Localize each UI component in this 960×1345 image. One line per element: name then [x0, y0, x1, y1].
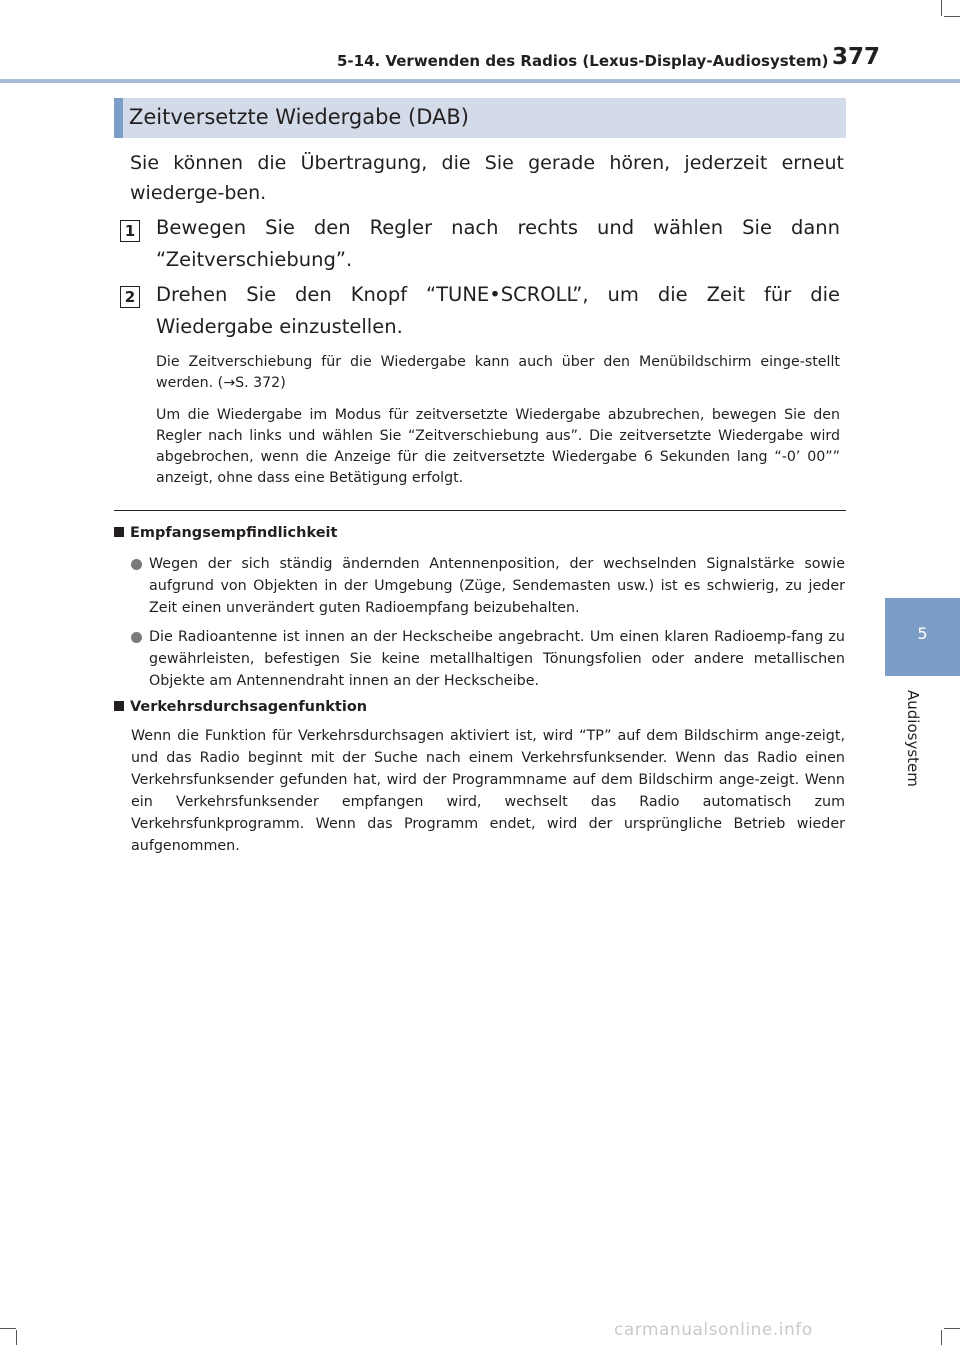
- running-header-title: 5-14. Verwenden des Radios (Lexus-Display-Audiosystem): [337, 52, 829, 70]
- chapter-tab: [885, 598, 960, 676]
- crop-mark: [944, 16, 960, 17]
- page-number: 377: [832, 44, 881, 70]
- bullet-text: Wegen der sich ständig ändernden Antennenposition, der wechselnden Signalstärke sowie aufgrund von Objekten in der Umgebung (Züge, Sendemasten usw.) ist es schwierig, zu jeder Zeit einen unverändert guten Radioempfang beizubehalten.: [149, 556, 845, 616]
- bullet-item: [131, 626, 845, 692]
- crop-mark: [941, 0, 942, 16]
- subheading-text: Verkehrsdurchsagenfunktion: [130, 699, 368, 715]
- subheading: [114, 525, 337, 541]
- step-number-badge: 2: [120, 286, 140, 308]
- circle-bullet-icon: [131, 632, 142, 643]
- chapter-number: 5: [917, 624, 928, 643]
- crop-mark: [16, 1330, 17, 1345]
- section-title: Zeitversetzte Wiedergabe (DAB): [129, 105, 469, 129]
- square-bullet-icon: [114, 527, 124, 537]
- crop-mark: [0, 1328, 16, 1329]
- section-divider: [114, 510, 846, 511]
- watermark: carmanualsonline.info: [614, 1320, 813, 1340]
- step-text: Drehen Sie den Knopf “TUNE•SCROLL”, um die Zeit für die Wiedergabe einzustellen.: [156, 283, 840, 338]
- circle-bullet-icon: [131, 559, 142, 570]
- subheading: [114, 699, 367, 715]
- crop-mark: [944, 1328, 960, 1329]
- body-paragraph: Wenn die Funktion für Verkehrsdurchsagen aktiviert ist, wird “TP” auf dem Bildschirm ange-zeigt, und das Radio beginnt mit der Suche nach einem Verkehrsfunksender. Wenn das Radio einen Verkehrsfunksender gefunden hat, wird der Programmname auf dem Bildschirm ange-zeigt. Wenn ein Verkehrsfunksender empfangen wird, wechselt das Radio automatisch zum Verkehrsfunkprogramm. Wenn das Programm endet, wird der ursprüngliche Betrieb wieder aufgenommen.: [131, 728, 845, 854]
- chapter-label: Audiosystem: [904, 690, 922, 787]
- section-intro: Sie können die Übertragung, die Sie gerade hören, jederzeit erneut wiederge-ben.: [130, 152, 844, 204]
- note-paragraph: Um die Wiedergabe im Modus für zeitversetzte Wiedergabe abzubrechen, bewegen Sie den Regler nach links und wählen Sie “Zeitverschiebung aus”. Die zeitversetzte Wiedergabe wird abgebrochen, wenn die Anzeige für die zeitversetzte Wiedergabe 6 Sekunden lang “-0’ 00”” anzeigt, ohne dass eine Betätigung erfolgt.: [156, 407, 840, 486]
- note-paragraph: Die Zeitverschiebung für die Wiedergabe kann auch über den Menübildschirm einge-stellt werden. (→S. 372): [156, 354, 840, 391]
- square-bullet-icon: [114, 701, 124, 711]
- header-rule: [0, 79, 960, 83]
- section-header: [114, 98, 846, 138]
- subheading-text: Empfangsempfindlichkeit: [130, 525, 338, 541]
- step-text: Bewegen Sie den Regler nach rechts und wählen Sie dann “Zeitverschiebung”.: [156, 216, 840, 271]
- bullet-text: Die Radioantenne ist innen an der Heckscheibe angebracht. Um einen klaren Radioemp-fang zu gewährleisten, befestigen Sie keine metallhaltigen Tönungsfolien oder andere metallischen Objekte am Antennendraht innen an der Heckscheibe.: [149, 629, 845, 689]
- step-number-badge: 1: [120, 220, 140, 242]
- bullet-item: [131, 553, 845, 619]
- section-header-accent: [114, 98, 123, 138]
- crop-mark: [941, 1330, 942, 1345]
